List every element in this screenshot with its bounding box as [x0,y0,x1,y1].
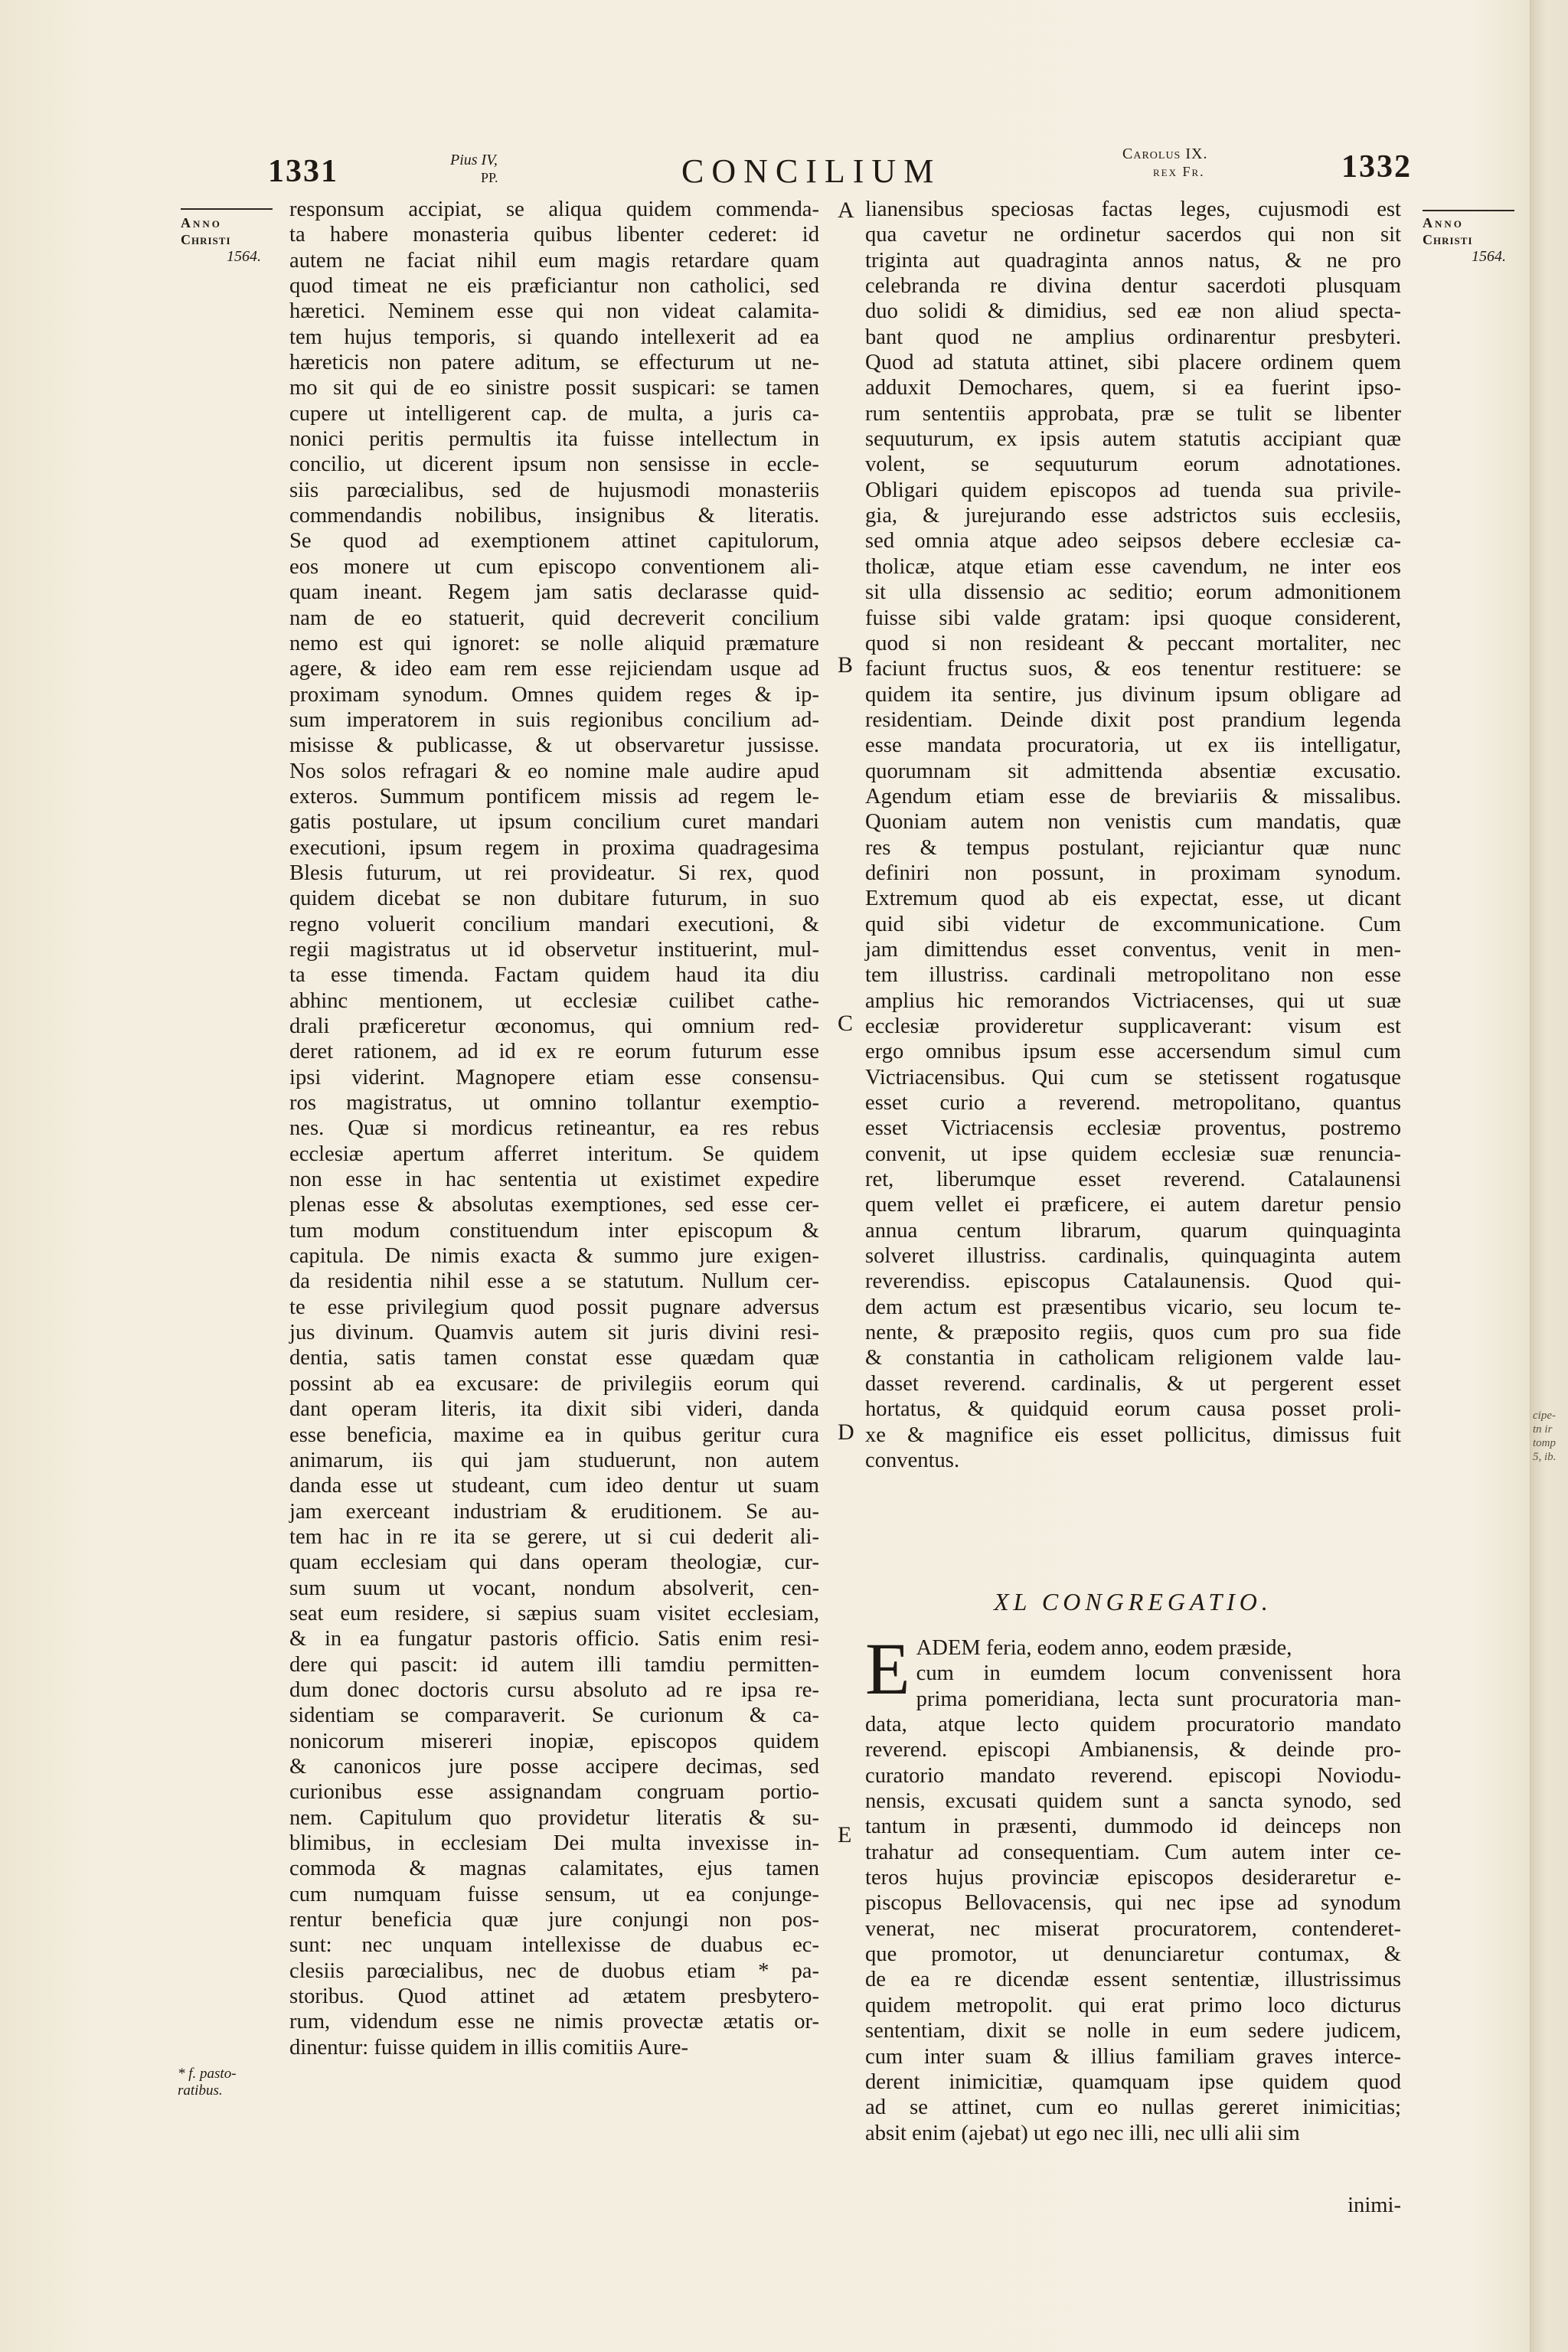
text-line: hortatus, & quidquid eorum causa posset proli- [865,1397,1401,1422]
text-line: & constantia in catholicam religionem valde lau- [865,1346,1401,1370]
text-line: tholicæ, atque etiam esse cavendum, ne inter eos [865,554,1401,579]
text-line: qua cavetur ne ordinetur sacerdos qui non sit [865,223,1401,247]
section-letter-a: A [838,198,854,223]
page-title: CONCILIUM [681,152,942,190]
text-line: adduxit Demochares, quem, si ea fuerint ipso- [865,376,1401,400]
right-column-top [865,197,1401,1473]
page-number-left: 1331 [268,154,338,189]
text-line: executioni, ipsum regem in proxima quadragesima [289,835,819,860]
text-line: nem. Capitulum quo providetur literatis & su- [289,1805,819,1830]
text-line: eos monere ut cum episcopo conventionem ali- [289,554,819,579]
text-line: conventus. [865,1448,960,1472]
margin-note-left [181,214,280,265]
footnote-mark: * f. pasto- [178,2066,237,2082]
text-line: nensis, excusati quidem sunt a sancta synodo, sed [865,1789,1401,1814]
text-line: quod timeat ne eis præficiantur non catholici, sed [289,274,819,299]
margin-christi-right: Christi [1423,232,1473,247]
text-line: amplius hic remorandos Victriacenses, qui ut suæ [865,988,1401,1013]
text-line: cum numquam fuisse sensum, ut ea conjunge- [289,1882,819,1906]
text-line: commendandis nobilibus, insignibus & literatis. [289,504,819,528]
text-line: jam exerceant industriam & eruditionem. Se au- [289,1499,819,1524]
text-line: derent inimicitiæ, quamquam ipse quidem quod [865,2069,1401,2094]
text-line: ecclesiæ provideretur supplicaverant: visum est [865,1014,1401,1038]
text-line: nonici peritis permultis ita fuisse intellectum in [289,427,819,452]
pope-name: Pius IV, [450,152,498,168]
text-line: dasset reverend. cardinalis, & ut pergerent esset [865,1371,1401,1396]
text-line: quid sibi videtur de excommunicatione. Cum [865,912,1401,936]
text-line: Agendum etiam esse de breviariis & missalibus. [865,784,1401,808]
text-line: gia, & jurejurando esse adstrictos suis ecclesiis, [865,504,1401,528]
text-line: nente, & præposito regiis, quos cum pro sua fide [865,1321,1401,1345]
text-line: plenas esse & absolutas exemptiones, sed esse cer- [289,1193,819,1217]
text-line: Extremum quod ab eis expectat, esse, ut dicant [865,887,1401,911]
text-line: faciunt fructus suos, & eos tenentur restituere: se [865,657,1401,681]
text-line: hæreticis non patere aditum, se effecturum ut ne- [289,351,819,375]
text-line: Blesis futurum, ut rei provideatur. Si rex, quod [289,861,819,885]
margin-year-left: 1564. [227,248,261,265]
text-line: sum imperatorem in suis regionibus concilium ad- [289,707,819,732]
text-line: gatis postulare, ut ipsum concilium curet mandari [289,810,819,835]
text-line: lianensibus speciosas factas leges, cujusmodi est [865,198,1401,221]
text-line: curionibus esse assignandam congruam portio- [289,1780,819,1805]
left-column [289,197,819,2060]
text-line: curatorio mandato reverend. episcopi Noviodu- [865,1763,1401,1788]
text-line: ergo omnibus ipsum esse accersendum simul cum [865,1040,1401,1064]
text-line: sunt: nec unquam intellexisse de duabus ec- [289,1933,819,1958]
text-line: misisse & publicasse, & ut observaretur jussisse. [289,733,819,758]
text-line: responsum accipiat, se aliqua quidem commenda- [289,198,819,221]
text-line: jam dimittendus esset conventus, venit in men- [865,937,1401,962]
text-line: ta esse timenda. Factam quidem haud ita diu [289,963,819,988]
text-line: piscopus Bellovacensis, qui nec ipse ad synodum [865,1891,1401,1916]
text-line: dem actum est præsentibus vicario, seu locum te- [865,1295,1401,1319]
text-line: volent, se sequuturum eorum adnotationes. [865,452,1401,477]
text-line: sum suum ut vocant, nondum absolverit, cen- [289,1576,819,1600]
text-line: concilio, ut dicerent ipsum non sensisse in eccle- [289,452,819,477]
text-line: trahatur ad consequentiam. Cum autem inter ce- [865,1840,1401,1864]
text-line: res & tempus postulant, rejiciantur quæ nunc [865,835,1401,860]
text-line: data, atque lecto quidem procuratorio mandato [865,1713,1401,1737]
pope-suffix: PP. [481,170,498,185]
text-line: non esse in hac sententia ut existimet expedire [289,1168,819,1192]
margin-note-right [1423,214,1522,265]
text-line: quod si non resideant & peccant mortaliter, nec [865,631,1401,655]
adjacent-page-edge [1530,0,1568,2352]
text-line: & canonicos jure posse accipere decimas, sed [289,1754,819,1779]
text-line: absit enim (ajebat) ut ego nec illi, nec ulli alii sim [865,2121,1300,2145]
footnote-mark-cont: ratibus. [178,2082,223,2099]
text-line: te esse privilegium quod possit pugnare adversus [289,1295,819,1319]
text-line: ros magistratus, ut omnino tollantur exemptio- [289,1091,819,1116]
text-line: drali præficeretur œconomus, qui omnium red- [289,1014,819,1038]
text-line: Victriacensibus. Qui cum se stetissent rogatusque [865,1065,1401,1089]
margin-rule-left [181,208,273,210]
text-line: quorumnam sit admittenda absentiæ excusatio. [865,759,1401,783]
text-line: nemo est qui ignoret: se nolle aliquid præmature [289,631,819,655]
text-line: blimibus, in ecclesiam Dei multa invexisse in- [289,1831,819,1855]
text-line: abhinc mentionem, ut ecclesiæ cuilibet cathe- [289,988,819,1013]
right-column-bottom [865,1628,1401,2146]
text-line: esse beneficia, maxime ea in quibus geritur cura [289,1423,819,1447]
margin-anno-left: Anno [181,215,222,230]
text-line: fuisse sibi valde gratam: ipsi quoque considerent, [865,606,1401,630]
text-line: celebranda re divina dentur sacerdoti plusquam [865,274,1401,299]
section-letter-b: B [838,652,854,678]
section-letter-d: D [838,1419,854,1445]
text-line: tantum in præsenti, dummodo id deinceps non [865,1815,1401,1839]
text-line: esset Victriacensis ecclesiæ proventus, postremo [865,1116,1401,1141]
text-line: sequuturum, ex ipsis autem statutis accipiant quæ [865,427,1401,452]
text-line: cum inter suam & illius familiam graves interce- [865,2044,1401,2069]
text-line: rum, videndum esse ne nimis provectæ ætatis or- [289,2010,819,2034]
text-line: ad se attinet, cum eo nullas gereret inimicitias; [865,2096,1401,2120]
section-title: XL CONGREGATIO. [994,1588,1272,1615]
text-line: Quod ad statuta attinet, sibi placere ordinem quem [865,351,1401,375]
right-column-bottom-lines [865,1661,1401,2146]
margin-christi-left: Christi [181,232,231,247]
text-line: mo sit qui de eo sinistre possit suspicari: se tamen [289,376,819,400]
text-line: proximam synodum. Omnes quidem reges & ip- [289,682,819,707]
text-line: storibus. Quod attinet ad ætatem presbytero- [289,1984,819,2009]
text-line: convenit, ut ipse quidem ecclesiæ suæ renuncia- [865,1142,1401,1166]
text-line: bant quod ne amplius ordinarentur presbyteri. [865,325,1401,349]
adjacent-page-text: cipe- tn ir tomp 5, ib. [1533,1410,1557,1463]
text-line: residentiam. Deinde dixit post prandium legenda [865,707,1401,732]
text-line: tem hujus temporis, si quando intellexerit ad ea [289,325,819,349]
text-line: & in ea fungatur pastoris officio. Satis enim resi- [289,1627,819,1651]
text-line: deret rationem, ad id ex re eorum futurum esse [289,1040,819,1064]
text-line: esse mandata procuratoria, ut ex iis intelligatur, [865,733,1401,758]
text-line: teros hujus provinciæ episcopos desideraretur e- [865,1866,1401,1890]
text-line: nonicorum misereri inopiæ, episcopos quidem [289,1729,819,1753]
text-line: siis parœcialibus, sed de hujusmodi monasteriis [289,478,819,502]
text-line: jus divinum. Quamvis autem sit juris divini resi- [289,1321,819,1345]
text-line: solveret illustriss. cardinalis, quinquaginta autem [865,1244,1401,1269]
text-line: sententiam, dixit se nolle in eum sedere judicem, [865,2019,1401,2043]
first-line: ADEM feria, eodem anno, eodem præside, [916,1636,1292,1660]
text-line: Obligari quidem episcopos ad tuenda sua privile- [865,478,1401,502]
king-name: Carolus IX. [1122,145,1208,162]
text-line: quem vellet ei præficere, ei autem daretur pensio [865,1193,1401,1217]
text-line: nam de eo statuerit, quid decreverit concilium [289,606,819,630]
margin-anno-right: Anno [1423,215,1464,230]
text-line: seat eum residere, si sæpius suam visitet ecclesiam, [289,1601,819,1625]
text-line: Nos solos refragari & eo nomine male audire apud [289,759,819,783]
catchword: inimi- [1348,2194,1401,2217]
text-line: de ea re dicendæ essent sententiæ, illustrissimus [865,1968,1401,1992]
text-line: dum donec doctoris cursu absoluto ad re ipsa re- [289,1677,819,1702]
text-line: venerat, nec miserat procuratorem, contenderet- [865,1916,1401,1941]
text-line: sidentiam se comparaverit. Se curionum & ca- [289,1704,819,1728]
drop-cap: E [865,1628,910,1710]
text-line: tum modum constituendum inter episcopum & [289,1218,819,1243]
text-line: nes. Quæ si mordicus retineantur, ea res rebus [289,1116,819,1141]
page-number-right: 1332 [1341,149,1412,185]
king-suffix: rex Fr. [1153,164,1205,179]
text-line: sit ulla dissensio ac seditio; eorum admonitionem [865,580,1401,605]
text-line: dant operam literis, ita dixit sibi videri, danda [289,1397,819,1422]
text-line: quam ineant. Regem jam satis declarasse quid- [289,580,819,605]
text-line: dentia, satis tamen constat esse quædam quæ [289,1346,819,1370]
text-line: reverendiss. episcopus Catalaunensis. Quod qui- [865,1269,1401,1294]
text-line: da residentia nihil esse a se statutum. Nullum cer- [289,1269,819,1294]
text-line: dere qui pascit: id autem illi tamdiu permitten- [289,1652,819,1677]
text-line: ta habere monasteria quibus libenter cederet: id [289,223,819,247]
text-line: annua centum librarum, quarum quinquaginta [865,1218,1401,1243]
text-line: ipsi viderint. Magnopere etiam esse consensu- [289,1065,819,1089]
text-line: animarum, iis qui jam studuerunt, non autem [289,1448,819,1472]
text-line: possint ab ea excusare: de privilegiis eorum qui [289,1371,819,1396]
margin-year-right: 1564. [1472,248,1506,265]
text-line: autem ne faciat nihil eum magis retardare quam [289,248,819,273]
text-line: esset curio a reverend. metropolitano, quantus [865,1091,1401,1116]
text-line: rentur beneficia quæ jure conjungi non pos- [289,1908,819,1932]
text-line: definiri non possunt, in proximam synodum. [865,861,1401,885]
text-line: commoda & magnas calamitates, ejus tamen [289,1857,819,1881]
text-line: cum in eumdem locum convenissent hora [916,1661,1401,1686]
text-line: regii magistratus ut id observetur instituerint, mul- [289,937,819,962]
text-line: xe & magnifice eis esset pollicitus, dimissus fuit [865,1423,1401,1447]
text-line: quam ecclesiam qui dans operam theologiæ, cur- [289,1550,819,1575]
text-line: prima pomeridiana, lecta sunt procuratoria man- [916,1687,1401,1711]
footnote-left [178,2066,285,2099]
text-line: duo solidi & dimidius, sed eæ non aliud specta- [865,299,1401,324]
text-line: regno voluerit concilium mandari executioni, & [289,912,819,936]
running-header [0,145,1568,196]
text-line: tem hac in re ita se gerere, ut si cui dederit ali- [289,1524,819,1549]
text-line: Quoniam autem non venistis cum mandatis, quæ [865,810,1401,835]
text-line: tem illustriss. cardinali metropolitano non esse [865,963,1401,988]
text-line: triginta aut quadraginta annos natus, & ne pro [865,248,1401,273]
text-line: hæretici. Neminem esse qui non videat calamita- [289,299,819,324]
margin-rule-right [1423,210,1514,211]
text-line: capitula. De nimis exacta & summo jure exigen- [289,1244,819,1269]
text-line: agere, & ideo eam rem esse rejiciendam usque ad [289,657,819,681]
text-line: sed omnia atque adeo seipsos debere ecclesiæ ca- [865,529,1401,554]
text-line: ecclesiæ apertum afferret interitum. Se quidem [289,1142,819,1166]
text-line: quidem dicebat se non dubitare futurum, in suo [289,887,819,911]
text-line: reverend. episcopi Ambianensis, & deinde pro- [865,1738,1401,1762]
text-line: quidem metropolit. qui erat primo loco dicturus [865,1993,1401,2017]
text-line: dinentur: fuisse quidem in illis comitiis Aure- [289,2035,688,2060]
text-line: Se quod ad exemptionem attinet capitulorum, [289,529,819,554]
section-letter-e: E [838,1822,852,1847]
section-letter-c: C [838,1011,854,1036]
text-line: clesiis parœcialibus, nec de duobus etiam * pa- [289,1958,819,1983]
text-line: quidem ita sentire, jus divinum ipsum obligare ad [865,682,1401,707]
text-line: rum sententiis approbata, præ se tulit se libenter [865,401,1401,426]
text-line: cupere ut intelligerent cap. de multa, a juris ca- [289,401,819,426]
text-line: danda esse ut studeant, cum ideo dentur ut suam [289,1474,819,1498]
text-line: exteros. Summum pontificem missis ad regem le- [289,784,819,808]
text-line: ret, liberumque esset reverend. Catalaunensi [865,1168,1401,1192]
text-line: que promotor, ut denunciaretur contumax, & [865,1942,1401,1967]
